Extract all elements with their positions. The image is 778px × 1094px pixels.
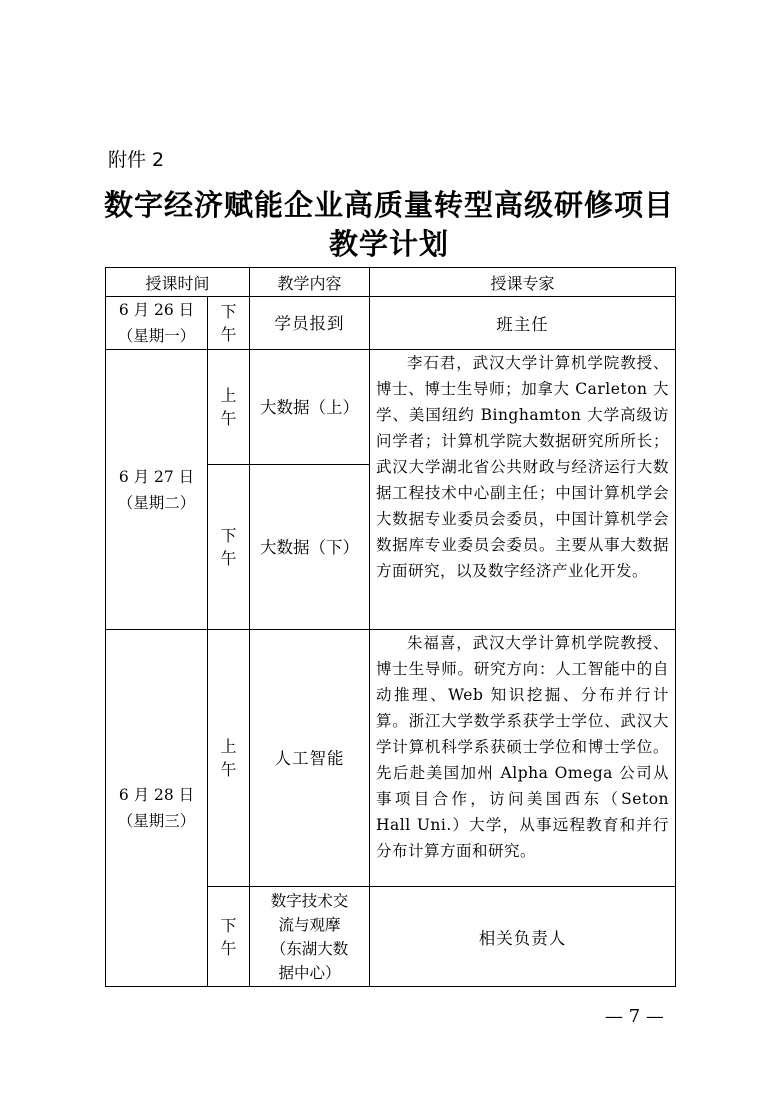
page-number: — 7 — (605, 1006, 664, 1027)
date-cell (106, 350, 208, 630)
period-char: 下 (220, 526, 237, 545)
content-cell: 学员报到 (250, 297, 370, 350)
period-cell (208, 465, 250, 630)
expert-cell: 班主任 (370, 297, 676, 350)
document-subtitle: 教学计划 (328, 227, 449, 261)
expert-cell (370, 630, 676, 887)
table-row (106, 630, 676, 887)
content-line: （东湖大数 (270, 939, 349, 958)
period-char: 午 (220, 938, 237, 958)
content-cell (250, 887, 370, 987)
date-text: 6 月 28 日 (118, 786, 195, 804)
header-expert: 授课专家 (370, 268, 676, 297)
content-cell: 大数据（上） (250, 350, 370, 465)
expert-bio: 朱福喜，武汉大学计算机学院教授、博士生导师。研究方向：人工智能中的自动推理、Web 知识挖掘、分布并行计算。浙江大学数学系获学士学位、武汉大学计算机科学系获硕士学位和博士学位。先后赴美国加州 Alpha Omega 公司从事项目合作，访问美国西东（Seton Hall Uni.）大学，从事远程教育和并行分布计算方面和研究。 (376, 634, 670, 860)
period-char: 午 (220, 325, 237, 344)
attachment-label: 附件 2 (108, 149, 165, 171)
weekday-text: （星期三） (117, 812, 196, 830)
date-cell (106, 297, 208, 350)
period-char: 午 (220, 760, 237, 779)
period-char: 午 (220, 409, 237, 428)
content-line: 数字技术交 (270, 891, 349, 910)
document-title: 数字经济赋能企业高质量转型高级研修项目 (103, 188, 674, 222)
period-char: 上 (220, 386, 237, 405)
expert-cell: 相关负责人 (370, 887, 676, 987)
period-char: 下 (220, 915, 237, 935)
expert-cell (370, 350, 676, 630)
weekday-text: （星期二） (117, 493, 196, 512)
content-cell: 人工智能 (250, 630, 370, 887)
weekday-text: （星期一） (117, 327, 196, 345)
header-time: 授课时间 (106, 268, 250, 297)
table-header-row (106, 268, 676, 297)
period-char: 下 (220, 302, 237, 321)
date-cell (106, 630, 208, 987)
period-char: 午 (220, 549, 237, 568)
header-content: 教学内容 (250, 268, 370, 297)
period-cell (208, 630, 250, 887)
teaching-plan-table (105, 267, 676, 987)
content-cell: 大数据（下） (250, 465, 370, 630)
period-cell (208, 297, 250, 350)
table-row (106, 350, 676, 465)
period-cell (208, 887, 250, 987)
date-text: 6 月 27 日 (118, 467, 195, 486)
content-line: 据中心） (278, 963, 341, 982)
table-row (106, 297, 676, 350)
content-line: 流与观摩 (278, 915, 341, 934)
date-text: 6 月 26 日 (118, 301, 195, 319)
period-char: 上 (220, 737, 237, 756)
period-cell (208, 350, 250, 465)
expert-bio: 李石君，武汉大学计算机学院教授、博士、博士生导师；加拿大 Carleton 大学、美国纽约 Binghamton 大学高级访问学者；计算机学院大数据研究所所长；武汉大学湖北省公共财政与经济运行大数据工程技术中心副主任；中国计算机学会大数据专业委员会委员，中国计算机学会数据库专业委员会委员。主要从事大数据方面研究，以及数字经济产业化开发。 (376, 354, 670, 580)
